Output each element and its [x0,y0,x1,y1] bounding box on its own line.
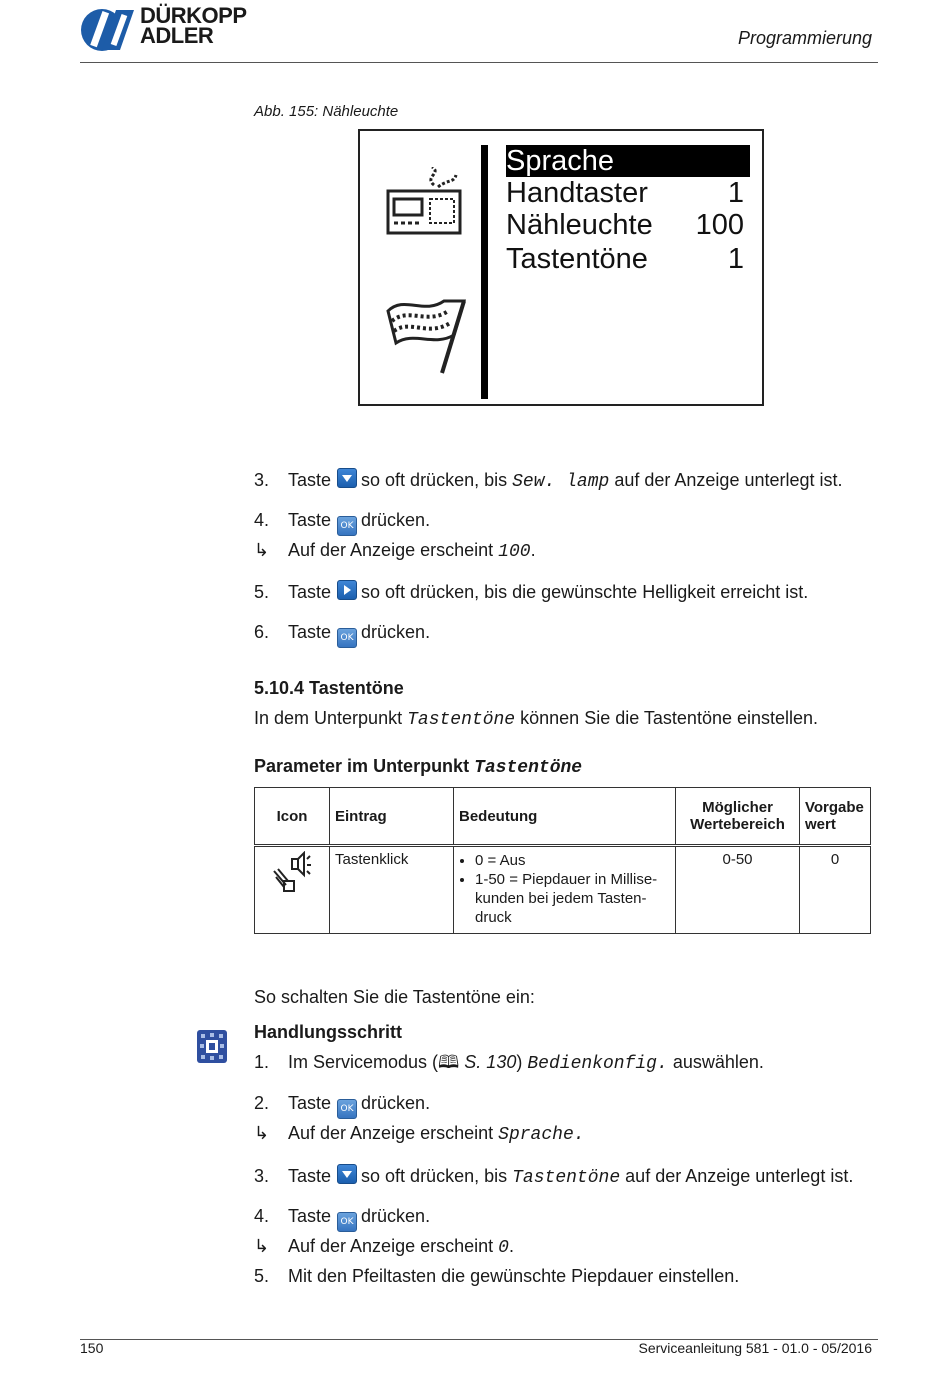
figure-caption: Abb. 155: Nähleuchte [254,103,399,120]
step-text: Mit den Pfeiltasten die gewünschte Piepdauer einstellen. [288,1266,740,1286]
page-reference: S. 130 [464,1052,517,1072]
step-result-a [254,539,536,563]
step-text: Taste [288,622,332,642]
menu-item-label: Handtaster [506,177,648,209]
step-text: drücken. [361,510,431,530]
step-text: auf der Anzeige unterlegt ist. [614,470,843,490]
row-entry-cell: Tastenklick [330,846,454,934]
menu-item-naehleuchte [506,209,750,241]
proc-step-2 [254,1092,430,1119]
page-number: 150 [80,1340,104,1356]
step-number: 5. [254,582,270,602]
col-header-default: Vorgabe wert [800,788,871,846]
menu-item-sprache [506,145,750,177]
flag-language-icon [384,291,470,375]
menu-item-label: Tastentöne [506,243,648,275]
step-text: drücken. [361,1206,431,1226]
step-text: auswählen. [672,1052,764,1072]
row-icon-cell [255,846,330,934]
proc-step-5 [254,1265,739,1287]
menu-item-label: Nähleuchte [506,209,653,241]
step-text: . [530,540,536,560]
intro-text: können Sie die Tastentöne einstellen. [520,708,819,728]
book-ref-icon: 🕮 [438,1052,460,1072]
step-text: Taste [288,582,332,602]
step-4-a [254,509,430,536]
table-header-row [255,788,871,846]
step-text: Auf der Anzeige erscheint [288,1123,494,1143]
step-6-a [254,621,430,648]
menu-item-value: 1 [727,177,744,209]
step-text: auf der Anzeige unterlegt ist. [625,1166,854,1186]
step-number: 3. [254,470,270,490]
arrow-down-key-icon [337,468,357,488]
col-header-entry: Eintrag [330,788,454,846]
step-number: 5. [254,1266,270,1286]
brand-line-2: ADLER [140,23,214,48]
menu-item-value: 1 [727,243,744,275]
display-code: 100 [498,542,531,562]
brand-line-1: DÜRKOPP [140,3,247,28]
step-text: Auf der Anzeige erscheint [288,1236,494,1256]
step-text: drücken. [361,622,431,642]
col-header-icon: Icon [255,788,330,846]
step-number: 6. [254,622,270,642]
procedure-intro: So schalten Sie die Tastentöne ein: [254,987,535,1007]
display-code: Tastentöne [407,710,516,730]
step-text: Auf der Anzeige erscheint [288,540,494,560]
param-heading-text: Parameter im Unterpunkt [254,756,470,776]
col-header-meaning: Bedeutung [454,788,676,846]
table-row [255,846,871,934]
step-text: Im Servicemodus ( [288,1052,439,1072]
procedure-heading: Handlungsschritt [254,1022,403,1042]
device-display [358,129,764,406]
control-panel-icon [384,167,468,237]
step-text: so oft drücken, bis die gewünschte Helligkeit erreicht ist. [361,582,809,602]
result-arrow-icon: ↳ [254,540,270,560]
list-item: • 1-50 = Piepdauer in Millise-kunden bei jedem Tasten-druck [475,870,670,927]
ok-key-icon: OK [337,1212,357,1232]
step-text: Taste [288,470,332,490]
step-text: Taste [288,1166,332,1186]
proc-step-4 [254,1205,430,1232]
section-heading: 5.10.4 Tastentöne [254,678,404,698]
step-number: 4. [254,1206,270,1226]
procedure-step-icon [197,1030,227,1063]
param-heading [254,756,582,778]
arrow-down-key-icon [337,1164,357,1184]
step-number: 1. [254,1052,270,1072]
proc-step-1 [254,1051,764,1075]
step-text: drücken. [361,1093,431,1113]
display-divider [481,145,488,399]
step-number: 3. [254,1166,270,1186]
ok-key-icon: OK [337,628,357,648]
step-text: . [508,1236,514,1256]
step-text: Taste [288,1206,332,1226]
ok-key-icon: OK [337,516,357,536]
display-code: Sew. lamp [512,472,610,492]
menu-item-label: Sprache [506,145,615,177]
header-divider [80,62,878,63]
step-5-a [254,580,808,603]
proc-result-1 [254,1122,585,1146]
section-intro [254,708,818,730]
display-code: Bedienkonfig. [527,1054,668,1074]
document-reference: Serviceanleitung 581 - 01.0 - 05/2016 [638,1340,872,1356]
da-logo-icon [80,8,136,52]
result-arrow-icon: ↳ [254,1123,270,1143]
result-arrow-icon: ↳ [254,1236,270,1256]
step-text: ) [516,1052,523,1072]
step-3-a [254,468,843,493]
display-code: Tastentöne [512,1168,621,1188]
step-text: Taste [288,1093,332,1113]
menu-item-handtaster [506,177,750,209]
arrow-right-key-icon [337,580,357,600]
step-text: so oft drücken, bis [361,1166,508,1186]
brand-name [140,3,247,48]
step-text: so oft drücken, bis [361,470,508,490]
row-default-cell: 0 [800,846,871,934]
col-header-range: Möglicher Wertebereich [676,788,800,846]
step-number: 4. [254,510,270,530]
step-number: 2. [254,1093,270,1113]
row-meaning-cell [454,846,676,934]
parameter-table [254,787,871,934]
display-code: Sprache. [498,1125,585,1145]
menu-item-tastentoene [506,243,750,275]
section-title: Programmierung [737,28,872,48]
row-range-cell: 0-50 [676,846,800,934]
ok-key-icon: OK [337,1099,357,1119]
display-code: Tastentöne [474,758,583,778]
step-text: Taste [288,510,332,530]
display-code: 0 [498,1238,509,1258]
list-item: • 0 = Aus [475,851,670,870]
intro-text: In dem Unterpunkt [254,708,403,728]
proc-result-2 [254,1235,514,1259]
proc-step-3 [254,1164,853,1189]
speaker-click-icon [270,851,314,895]
meaning-list [459,851,670,927]
menu-item-value: 100 [695,209,744,241]
